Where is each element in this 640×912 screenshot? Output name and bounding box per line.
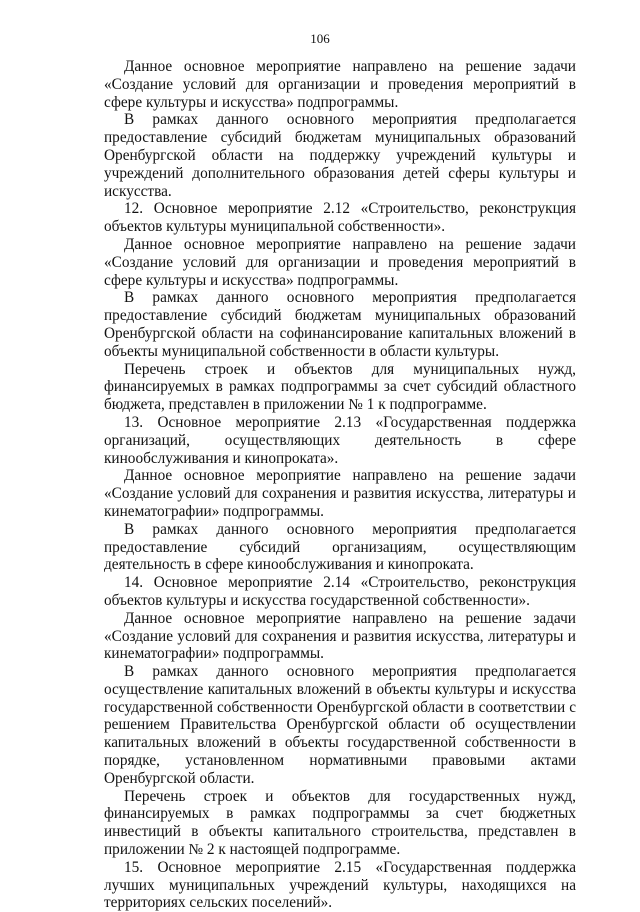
paragraph: 13. Основное мероприятие 2.13 «Государственная поддержка организаций, осуществляющих деятельность в сфере кинообслуживания и кинопроката». [104,413,576,467]
paragraph: Данное основное мероприятие направлено на решение задачи «Создание условий для сохранения и развития искусства, литературы и кинематографии» подпрограммы. [104,609,576,663]
paragraph: Данное основное мероприятие направлено на решение задачи «Создание условий для организации и проведения мероприятий в сфере культуры и искусства» подпрограммы. [104,58,576,111]
paragraph: 12. Основное мероприятие 2.12 «Строительство, реконструкция объектов культуры муниципальной собственности». [104,200,576,236]
paragraph: В рамках данного основного мероприятия предполагается предоставление субсидий организациям, осуществляющим деятельность в сфере кинообслуживания и кинопроката. [104,520,576,574]
paragraph: Данное основное мероприятие направлено на решение задачи «Создание условий для организации и проведения мероприятий в сфере культуры и искусства» подпрограммы. [104,235,576,289]
paragraph: 14. Основное мероприятие 2.14 «Строительство, реконструкция объектов культуры и искусства государственной собственности». [104,574,576,609]
paragraph: В рамках данного основного мероприятия предполагается осуществление капитальных вложений в объекты культуры и искусства государственной собственности Оренбургской области в соответствии с решением Правительства Оренбургской области об осуществлении капитальных вложений в объекты государственной собственности в порядке, установленном нормативными правовыми актами Оренбургской области. [104,663,576,787]
paragraph: Перечень строек и объектов для государственных нужд, финансируемых в рамках подпрограммы за счет бюджетных инвестиций в объекты капитального строительства, представлен в приложении № 2 к настоящей подпрограмме. [104,787,576,859]
page-number: 106 [310,31,330,46]
paragraph: Перечень строек и объектов для муниципальных нужд, финансируемых в рамках подпрограммы за счет субсидий областного бюджета, представлен в приложении № 1 к подпрограмме. [104,360,576,414]
paragraph: В рамках данного основного мероприятия предполагается предоставление субсидий бюджетам муниципальных образований Оренбургской области на поддержку учреждений культуры и учреждений дополнительного образования детей сферы культуры и искусства. [104,111,576,200]
document-body [104,58,576,912]
paragraph: Данное основное мероприятие направлено на решение задачи «Создание условий для сохранения и развития искусства, литературы и кинематографии» подпрограммы. [104,467,576,520]
paragraph: В рамках данного основного мероприятия предполагается предоставление субсидий бюджетам муниципальных образований Оренбургской области на софинансирование капитальных вложений в объекты муниципальной собственности в области культуры. [104,289,576,360]
paragraph: 15. Основное мероприятие 2.15 «Государственная поддержка лучших муниципальных учреждений культуры, находящихся на территориях сельских поселений». [104,858,576,912]
